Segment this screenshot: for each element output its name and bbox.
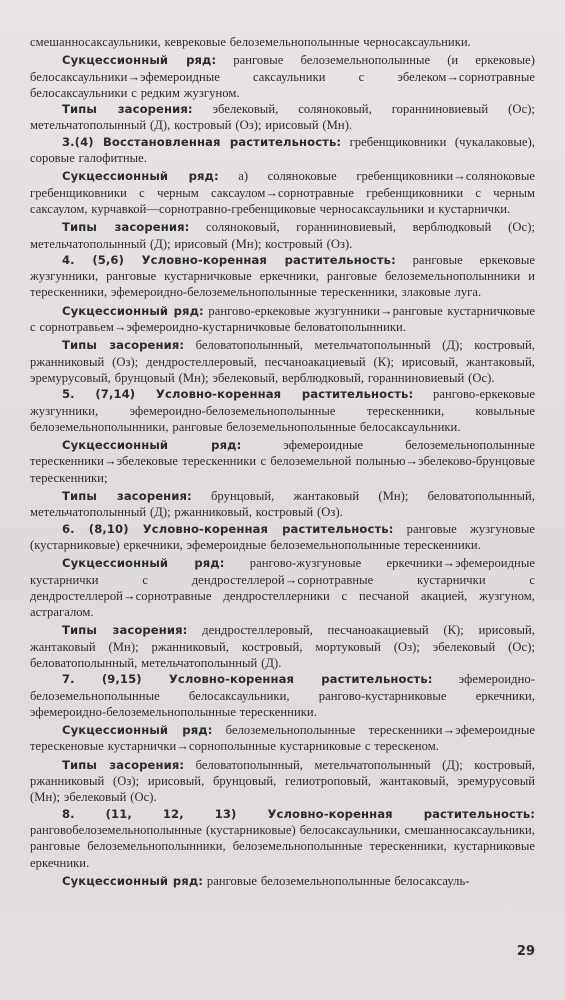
paragraph-7 bbox=[30, 303, 535, 336]
paragraph-text: ранговобелоземельнополынные (кустарниковые) белосаксаульники, смешанносаксаульники, ранговые белоземельнополынники, белоземельнополынные терескенники, кустарниковые еркечники. bbox=[30, 822, 535, 870]
paragraph-label: 8. (11, 12, 13) Условно-коренная растительность: bbox=[62, 806, 535, 821]
paragraph-label: 3.(4) Восстановленная растительность: bbox=[62, 134, 342, 149]
paragraph-0 bbox=[30, 34, 535, 50]
paragraph-label: Типы засорения: bbox=[62, 102, 193, 117]
paragraph-16 bbox=[30, 722, 535, 755]
paragraph-2 bbox=[30, 101, 535, 134]
paragraph-label: Сукцессионный ряд: bbox=[62, 723, 213, 738]
paragraph-label: Типы засорения: bbox=[62, 220, 190, 235]
paragraph-17 bbox=[30, 757, 535, 806]
paragraph-text: беловатополынный, метельчатополынный (Д); костровый, ржанниковый (Оз); дендростеллеровый, песчаноакациевый (К); ирисовый, жантаковый, эремурусовый, брунцовый (Мн); эбелековый, верблюдковый, горанниновиевый (Ос). bbox=[30, 338, 535, 385]
paragraph-text: ранговые жузгуновые (кустарниковые) еркечники, эфемероидные белоземельнополынные терескенники. bbox=[30, 521, 535, 552]
paragraph-19 bbox=[30, 873, 535, 889]
paragraph-text: дендростеллеровый, песчаноакациевый (К); ирисовый, жантаковый (Мн); ржанниковый, костровый, мортуковый (Оз); эбелековый (Ос); беловатополынный, метельчатополынный (Д). bbox=[30, 623, 536, 670]
paragraph-8 bbox=[30, 337, 535, 386]
paragraph-label: Типы засорения: bbox=[62, 489, 192, 504]
paragraph-text: ранговые белоземельнополынные белосаксауль- bbox=[203, 873, 470, 888]
paragraph-label: 4. (5,6) Условно-коренная растительность: bbox=[62, 252, 396, 267]
paragraph-label: 7. (9,15) Условно-коренная растительность: bbox=[62, 672, 433, 687]
paragraph-text: ранговые еркековые жузгунники, ранговые кустарничковые еркечники, ранговые белоземельнополынники и терескенники, эфемероидно-белоземельнополынные терескенники, злаковые луга. bbox=[30, 252, 535, 300]
paragraph-4 bbox=[30, 168, 535, 217]
paragraph-text: рангово-жузгуновые еркечники→эфемероидные кустарнички с дендростеллерой→сорнотравные кустарнички с дендростеллерой→сорнотравные дендростеллерники с песчаной акацией, жузгуном, астрагалом. bbox=[30, 556, 535, 620]
paragraph-label: Сукцессионный ряд: bbox=[62, 556, 225, 571]
paragraph-label: 6. (8,10) Условно-коренная растительность: bbox=[62, 521, 394, 536]
paragraph-text: рангово-еркековые жузгунники, эфемероидно-белоземельнополынные терескенники, ковыльные белоземельнополынники, ранговые белоземельнополынные белосаксаульники. bbox=[30, 387, 535, 434]
paragraph-text: ранговые белоземельнополынные (и еркековые) белосаксаульники→эфемероидные саксаульники с эбелеком→сорнотравные белосаксаульники с редким жузгуном. bbox=[30, 53, 535, 100]
paragraph-6 bbox=[30, 252, 535, 301]
paragraph-label: 5. (7,14) Условно-коренная растительность: bbox=[62, 387, 414, 402]
paragraph-label: Сукцессионный ряд: bbox=[62, 303, 204, 318]
paragraph-12 bbox=[30, 521, 535, 554]
page-number: 29 bbox=[516, 944, 535, 959]
paragraph-text: эфемероидно-белоземельнополынные белосаксаульники, рангово-кустарниковые еркечники, эфемероидно-белоземельнополынные терескенники. bbox=[30, 672, 535, 719]
paragraph-label: Сукцессионный ряд: bbox=[62, 873, 204, 888]
paragraph-label: Сукцессионный ряд: bbox=[62, 53, 217, 68]
paragraph-text: эбелековый, соляноковый, горанниновиевый (Ос); метельчатополынный (Д), костровый (Оз); ирисовый (Мн). bbox=[30, 102, 535, 133]
paragraph-text: а) соляноковые гребенщиковники→соляноковые гребенщиковники с черным саксаулом→сорнотравные гребенщиковники с черным саксаулом, курчавкой—сорнотравно-гребенщиковые черносаксаульники и кустарнички. bbox=[30, 169, 535, 216]
paragraph-label: Типы засорения: bbox=[62, 757, 185, 772]
paragraph-14 bbox=[30, 622, 535, 671]
paragraph-text: гребенщиковники (чукалаковые), соровые галофитные. bbox=[30, 134, 536, 166]
paragraph-text: соляноковый, горанниновиевый, верблюдковый (Ос); метельчатополынный (Д); ирисовый (Мн); костровый (Оз). bbox=[30, 220, 535, 251]
paragraph-text: эфемероидные белоземельнополынные терескенники→эбелековые терескенники с белоземельной полынью→эбелеково-брунцовые терескенники; bbox=[30, 438, 535, 485]
paragraph-text: рангово-еркековые жузгунники→ранговые кустарничковые с сорнотравьем→эфемероидно-кустарничковые беловатополынники. bbox=[30, 303, 535, 335]
paragraph-label: Типы засорения: bbox=[62, 338, 185, 353]
paragraph-text: белоземельнополынные терескенники→эфемероидные терескеновые кустарнички→сорнополынные кустарниковые с терескеном. bbox=[30, 723, 535, 754]
paragraph-15 bbox=[30, 671, 535, 720]
paragraph-11 bbox=[30, 488, 535, 521]
paragraph-18 bbox=[30, 806, 535, 871]
page-body bbox=[30, 34, 535, 889]
paragraph-3 bbox=[30, 134, 535, 167]
paragraph-label: Типы засорения: bbox=[62, 623, 188, 638]
paragraph-9 bbox=[30, 386, 535, 435]
paragraph-10 bbox=[30, 437, 535, 486]
paragraph-label: Сукцессионный ряд: bbox=[62, 169, 219, 184]
paragraph-13 bbox=[30, 555, 535, 620]
paragraph-text: смешанносаксаульники, кеврековые белоземельнополынные черносаксаульники. bbox=[30, 35, 471, 49]
paragraph-text: беловатополынный, метельчатополынный (Д); костровый, ржанниковый (Оз); ирисовый, брунцовый, гелиотроповый, жантаковый, эремурусовый (Мн); эбелековый (Ос). bbox=[30, 757, 535, 805]
paragraph-5 bbox=[30, 219, 535, 252]
paragraph-text: брунцовый, жантаковый (Мн); беловатополынный, метельчатополынный (Д); ржанниковый, костровый (Оз). bbox=[30, 489, 535, 520]
paragraph-label: Сукцессионный ряд: bbox=[62, 438, 242, 453]
paragraph-1 bbox=[30, 52, 535, 101]
